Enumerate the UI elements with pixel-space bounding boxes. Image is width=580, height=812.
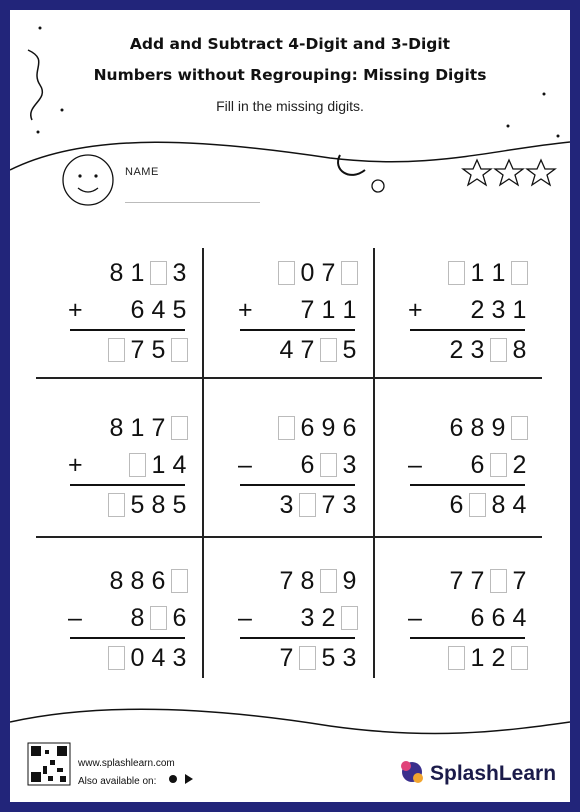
digit: 6 [491, 603, 506, 632]
problem-cell [380, 405, 550, 535]
top-number [276, 258, 360, 288]
missing-digit-box[interactable] [108, 646, 125, 670]
missing-digit-box[interactable] [320, 453, 337, 477]
digit: 4 [512, 603, 527, 632]
digit: 9 [342, 566, 357, 595]
missing-digit-box[interactable] [320, 569, 337, 593]
digit: 2 [491, 643, 506, 672]
bottom-number [297, 450, 360, 480]
digit: 8 [130, 603, 145, 632]
digit: 7 [321, 258, 336, 287]
digit: 7 [512, 566, 527, 595]
digit: 6 [449, 413, 464, 442]
missing-digit-box[interactable] [150, 261, 167, 285]
missing-digit-box[interactable] [469, 493, 486, 517]
apple-icon [169, 775, 177, 783]
result-number [106, 335, 190, 365]
grid-divider [36, 536, 542, 538]
digit: 9 [321, 413, 336, 442]
digit: 7 [300, 295, 315, 324]
result-number [276, 643, 360, 673]
problem-cell [40, 558, 210, 688]
operator: + [68, 451, 83, 479]
missing-digit-box[interactable] [341, 261, 358, 285]
problem-cell [210, 250, 380, 380]
missing-digit-box[interactable] [171, 338, 188, 362]
digit: 1 [512, 295, 527, 324]
digit: 8 [109, 413, 124, 442]
missing-digit-box[interactable] [511, 646, 528, 670]
missing-digit-box[interactable] [511, 261, 528, 285]
digit: 4 [172, 450, 187, 479]
digit: 4 [512, 490, 527, 519]
operator: – [238, 451, 252, 479]
name-label: NAME [125, 166, 159, 178]
digit: 2 [449, 335, 464, 364]
digit: 1 [130, 413, 145, 442]
missing-digit-box[interactable] [171, 416, 188, 440]
answer-line [70, 329, 185, 331]
digit: 1 [321, 295, 336, 324]
digit: 6 [342, 413, 357, 442]
title-line-1: Add and Subtract 4-Digit and 3-Digit [129, 35, 451, 53]
missing-digit-box[interactable] [171, 569, 188, 593]
splashlearn-logo-icon [401, 761, 423, 783]
name-field[interactable] [125, 202, 260, 203]
missing-digit-box[interactable] [108, 493, 125, 517]
missing-digit-box[interactable] [129, 453, 146, 477]
digit: 5 [130, 490, 145, 519]
bottom-number [467, 450, 530, 480]
result-number [106, 643, 190, 673]
digit: 4 [279, 335, 294, 364]
top-number [106, 566, 190, 596]
digit: 8 [130, 566, 145, 595]
digit: 2 [470, 295, 485, 324]
digit: 3 [342, 450, 357, 479]
digit: 6 [172, 603, 187, 632]
digit: 1 [470, 643, 485, 672]
bottom-number [127, 450, 190, 480]
digit: 1 [342, 295, 357, 324]
digit: 6 [470, 450, 485, 479]
operator: – [238, 604, 252, 632]
star-rating-icon [463, 160, 555, 185]
digit: 7 [300, 335, 315, 364]
bottom-number [467, 603, 530, 633]
top-number [106, 413, 190, 443]
bottom-number [467, 295, 530, 325]
digit: 1 [130, 258, 145, 287]
bottom-number [297, 295, 360, 325]
top-number [276, 566, 360, 596]
digit: 8 [109, 258, 124, 287]
missing-digit-box[interactable] [448, 261, 465, 285]
digit: 6 [449, 490, 464, 519]
digit: 1 [491, 258, 506, 287]
digit: 8 [109, 566, 124, 595]
missing-digit-box[interactable] [490, 338, 507, 362]
digit: 7 [279, 643, 294, 672]
digit: 7 [470, 566, 485, 595]
result-number [106, 490, 190, 520]
answer-line [240, 637, 355, 639]
digit: 7 [130, 335, 145, 364]
operator: – [408, 604, 422, 632]
digit: 1 [151, 450, 166, 479]
digit: 6 [151, 566, 166, 595]
digit: 2 [512, 450, 527, 479]
digit: 5 [151, 335, 166, 364]
problem-cell [210, 405, 380, 535]
digit: 3 [491, 295, 506, 324]
operator: + [68, 296, 83, 324]
top-number [106, 258, 190, 288]
problem-cell [210, 558, 380, 688]
digit: 7 [321, 490, 336, 519]
digit: 6 [300, 450, 315, 479]
digit: 3 [172, 643, 187, 672]
result-number [446, 490, 530, 520]
digit: 0 [300, 258, 315, 287]
digit: 8 [491, 490, 506, 519]
digit: 3 [342, 490, 357, 519]
qr-code-icon [28, 743, 70, 785]
digit: 4 [151, 295, 166, 324]
answer-line [410, 329, 525, 331]
digit: 7 [279, 566, 294, 595]
worksheet [10, 10, 570, 802]
missing-digit-box[interactable] [150, 606, 167, 630]
digit: 3 [172, 258, 187, 287]
problem-cell [40, 405, 210, 535]
digit: 9 [491, 413, 506, 442]
digit: 6 [300, 413, 315, 442]
answer-line [240, 329, 355, 331]
missing-digit-box[interactable] [299, 646, 316, 670]
operator: + [238, 296, 253, 324]
answer-line [410, 484, 525, 486]
missing-digit-box[interactable] [278, 416, 295, 440]
answer-line [240, 484, 355, 486]
digit: 2 [321, 603, 336, 632]
digit: 5 [321, 643, 336, 672]
answer-line [410, 637, 525, 639]
answer-line [70, 484, 185, 486]
missing-digit-box[interactable] [341, 606, 358, 630]
digit: 6 [470, 603, 485, 632]
top-number [446, 413, 530, 443]
digit: 3 [470, 335, 485, 364]
answer-line [70, 637, 185, 639]
digit: 3 [279, 490, 294, 519]
footer-url: www.splashlearn.com [78, 758, 175, 769]
result-number [446, 643, 530, 673]
bottom-number [127, 603, 190, 633]
digit: 6 [130, 295, 145, 324]
bottom-number [297, 603, 360, 633]
result-number [276, 490, 360, 520]
problem-cell [40, 250, 210, 380]
digit: 8 [300, 566, 315, 595]
missing-digit-box[interactable] [299, 493, 316, 517]
problem-cell [380, 558, 550, 688]
operator: – [68, 604, 82, 632]
digit: 7 [151, 413, 166, 442]
missing-digit-box[interactable] [108, 338, 125, 362]
digit: 4 [151, 643, 166, 672]
bottom-number [127, 295, 190, 325]
footer-available: Also available on: [78, 776, 157, 787]
top-number [276, 413, 360, 443]
missing-digit-box[interactable] [448, 646, 465, 670]
digit: 5 [342, 335, 357, 364]
problem-cell [380, 250, 550, 380]
missing-digit-box[interactable] [490, 569, 507, 593]
digit: 8 [151, 490, 166, 519]
digit: 7 [449, 566, 464, 595]
result-number [446, 335, 530, 365]
missing-digit-box[interactable] [278, 261, 295, 285]
top-number [446, 258, 530, 288]
digit: 5 [172, 490, 187, 519]
brand-name: SplashLearn [430, 762, 557, 785]
digit: 1 [470, 258, 485, 287]
title-line-2: Numbers without Regrouping: Missing Digits [93, 66, 487, 84]
smiley-icon [63, 155, 113, 205]
digit: 0 [130, 643, 145, 672]
operator: + [408, 296, 423, 324]
missing-digit-box[interactable] [490, 453, 507, 477]
play-store-icon [185, 774, 193, 784]
operator: – [408, 451, 422, 479]
missing-digit-box[interactable] [320, 338, 337, 362]
digit: 3 [300, 603, 315, 632]
digit: 3 [342, 643, 357, 672]
digit: 5 [172, 295, 187, 324]
digit: 8 [512, 335, 527, 364]
missing-digit-box[interactable] [511, 416, 528, 440]
top-number [446, 566, 530, 596]
digit: 8 [470, 413, 485, 442]
result-number [276, 335, 360, 365]
instruction: Fill in the missing digits. [216, 98, 364, 114]
